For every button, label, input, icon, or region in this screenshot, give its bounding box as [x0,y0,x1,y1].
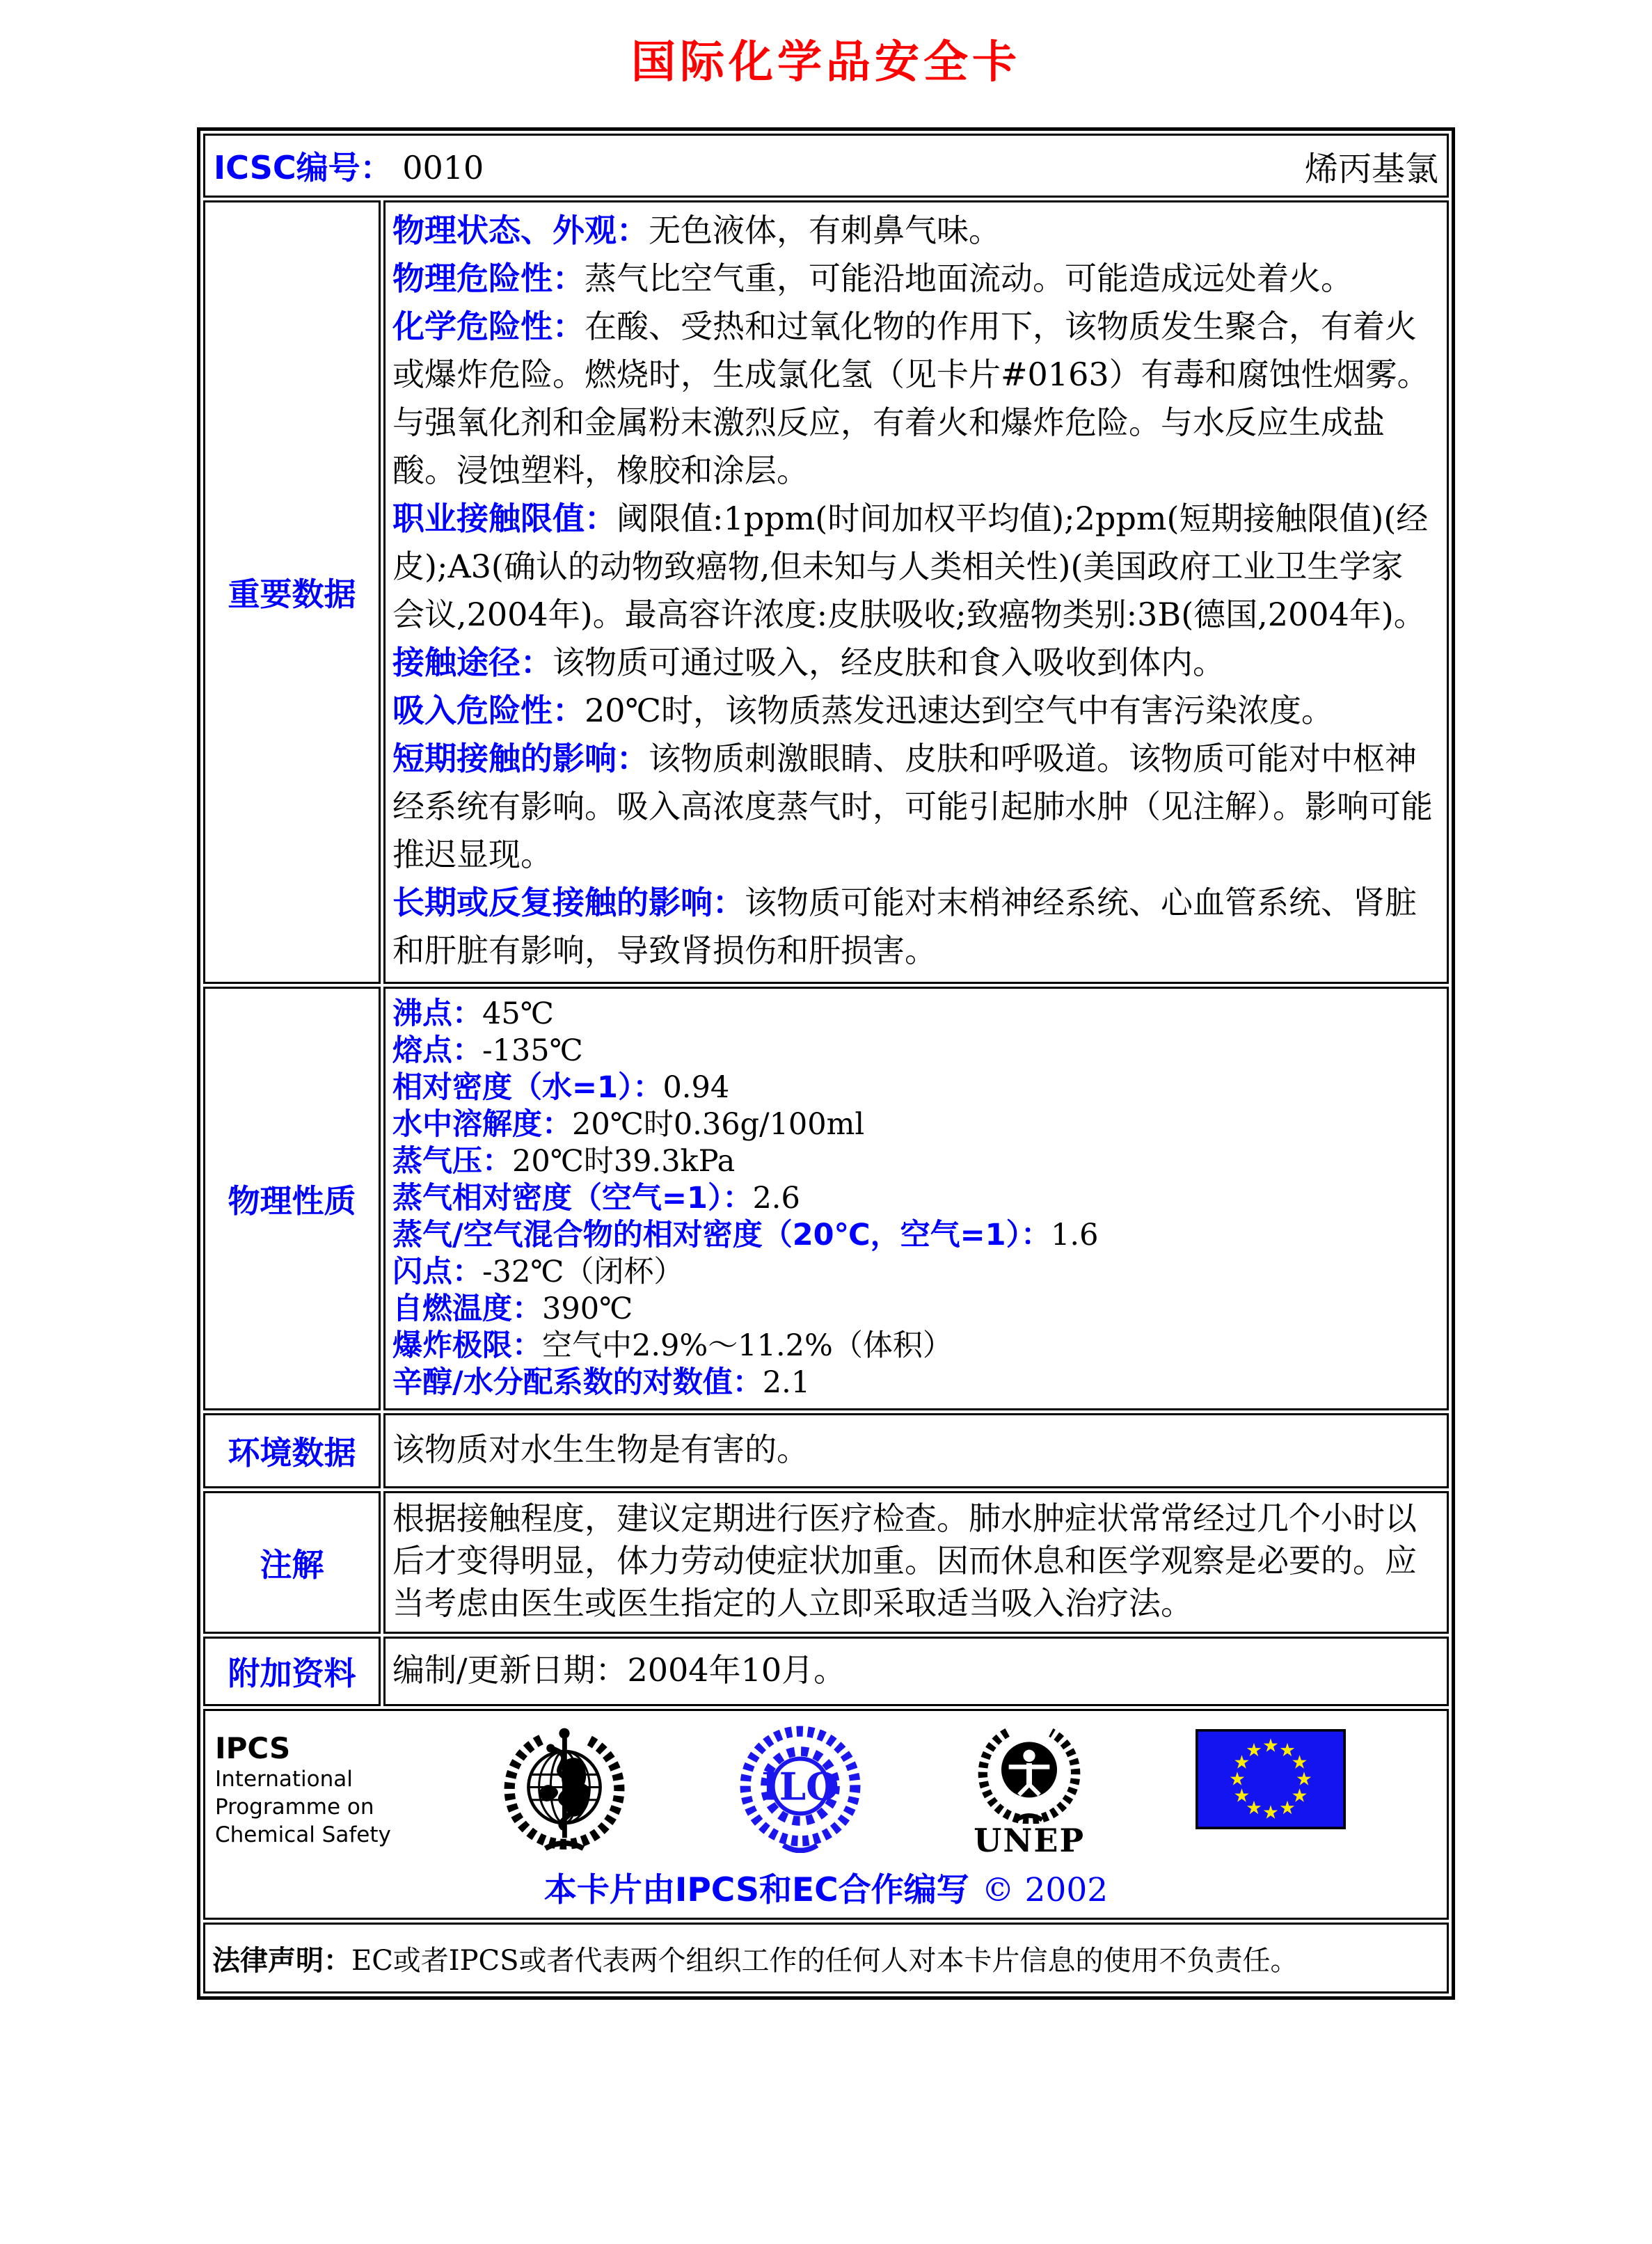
field-label: 蒸气相对密度（空气=1）： [392,1181,753,1216]
field-label: 自燃温度： [392,1291,542,1326]
field-value: 空气中2.9%～11.2%（体积） [542,1328,953,1363]
physical-properties-row-label: 物理性质 [203,987,381,1410]
field-label: 相对密度（水=1）： [392,1070,663,1105]
important-data-content [383,200,1449,984]
field-text: 该物质可通过吸入，经皮肤和食入吸收到体内。 [553,644,1225,681]
ipcs-acronym: IPCS [215,1731,291,1765]
field-label: 接触途径： [392,644,553,681]
unep-logo-icon [974,1719,1085,1824]
field-text: 蒸气比空气重，可能沿地面流动。可能造成远处着火。 [585,260,1353,297]
important-data-item [392,735,1434,879]
icsc-header-cell [203,134,1449,198]
notes-row [203,1491,1449,1634]
physical-property [392,1328,1434,1364]
icsc-number-group [214,143,484,189]
field-value: 45℃ [482,996,554,1031]
physical-properties-content [383,987,1449,1410]
ipcs-line: Programme on [215,1795,374,1820]
important-data-row-label: 重要数据 [203,200,381,984]
field-label: 沸点： [392,996,482,1031]
unep-logo-block [974,1719,1085,1857]
field-value: 390℃ [542,1291,633,1326]
physical-property [392,1143,1434,1180]
legal-notice-cell [203,1923,1449,1994]
important-data-item [392,207,1434,255]
important-data-item [392,639,1434,687]
important-data-item [392,687,1434,735]
important-data-item [392,495,1434,639]
field-value: 0.94 [662,1070,730,1105]
physical-property [392,1291,1434,1328]
field-label: 辛醇/水分配系数的对数值： [392,1365,763,1400]
field-value: -135℃ [482,1033,583,1068]
caption-text: 本卡片由IPCS和EC合作编写 [543,1871,969,1909]
icsc-number-label: ICSC编号： [214,149,392,186]
safety-card-table [197,127,1455,2000]
physical-property [392,1217,1434,1254]
legal-row [203,1923,1449,1994]
field-text: 20℃时，该物质蒸发迅速达到空气中有害污染浓度。 [585,692,1333,729]
field-label: 闪点： [392,1255,482,1289]
important-data-item [392,303,1434,495]
important-data-item [392,255,1434,303]
physical-property [392,1106,1434,1143]
physical-property [392,1254,1434,1291]
field-label: 物理危险性： [392,260,585,297]
ipcs-line: International [215,1767,353,1792]
icsc-number-value: 0010 [402,149,484,186]
additional-info-content: 编制/更新日期：2004年10月。 [383,1637,1449,1706]
environmental-data-row-label: 环境数据 [203,1413,381,1488]
field-value: 2.1 [762,1365,811,1400]
field-label: 短期接触的影响： [392,740,649,777]
field-text: 阈限值:1ppm(时间加权平均值);2ppm(短期接触限值)(经皮);A3(确认的动物致癌物,但未知与人类相关性)(美国政府工业卫生学家会议,2004年)。最高容许浓度:皮肤吸收;致癌物类别:3B(德国,2004年)。 [392,500,1429,633]
field-label: 职业接触限值： [392,500,617,537]
ipcs-line: Chemical Safety [215,1822,391,1847]
logos-cell [203,1709,1449,1920]
field-label: 长期或反复接触的影响： [392,884,745,921]
field-label: 爆炸极限： [392,1328,542,1363]
field-text: 无色液体，有刺鼻气味。 [649,212,1001,249]
field-label: 水中溶解度： [392,1107,572,1142]
physical-property [392,1180,1434,1217]
field-value: 20℃时39.3kPa [512,1144,736,1179]
field-text: 该物质可能对末梢神经系统、心血管系统、肾脏和肝脏有影响，导致肾损伤和肝损害。 [392,884,1417,969]
field-label: 蒸气/空气混合物的相对密度（20℃，空气=1）： [392,1218,1051,1252]
unep-wordmark: UNEP [974,1822,1086,1859]
field-value: 2.6 [752,1181,800,1216]
eu-flag-icon [1195,1729,1347,1829]
caption-year: © 2002 [981,1871,1109,1909]
svg-text:ILO: ILO [761,1764,840,1809]
physical-properties-row [203,987,1449,1410]
who-logo-icon [501,1719,628,1853]
page-title: 国际化学品安全卡 [631,36,1021,88]
header-row [203,134,1449,198]
environmental-data-content: 该物质对水生生物是有害的。 [383,1413,1449,1488]
field-label: 蒸气压： [392,1144,512,1179]
field-value: 1.6 [1051,1218,1099,1252]
physical-property [392,996,1434,1033]
notes-row-label: 注解 [203,1491,381,1634]
field-value: -32℃（闭杯） [482,1255,684,1289]
important-data-item [392,879,1434,975]
chemical-name: 烯丙基氯 [1304,149,1438,189]
field-text: 在酸、受热和过氧化物的作用下，该物质发生聚合，有着火或爆炸危险。燃烧时，生成氯化氢（见卡片#0163）有毒和腐蚀性烟雾。与强氧化剂和金属粉末激烈反应，有着火和爆炸危险。与水反应生成盐酸。浸蚀塑料，橡胶和涂层。 [392,308,1429,489]
field-text: 该物质刺激眼睛、皮肤和呼吸道。该物质可能对中枢神经系统有影响。吸入高浓度蒸气时，可能引起肺水肿（见注解）。影响可能推迟显现。 [392,740,1433,873]
environmental-data-row [203,1413,1449,1488]
physical-property [392,1033,1434,1069]
ipcs-text-block [215,1719,391,1849]
physical-property [392,1069,1434,1106]
legal-text: EC或者IPCS或者代表两个组织工作的任何人对本卡片信息的使用不负责任。 [351,1944,1298,1977]
notes-content: 根据接触程度，建议定期进行医疗检查。肺水肿症状常常经过几个小时以后才变得明显，体力劳动使症状加重。因而休息和医学观察是必要的。应当考虑由医生或医生指定的人立即采取适当吸入治疗法。 [383,1491,1449,1634]
cooperation-caption [215,1864,1437,1911]
field-label: 化学危险性： [392,308,585,345]
field-label: 吸入危险性： [392,692,585,729]
additional-info-row-label: 附加资料 [203,1637,381,1706]
legal-label: 法律声明： [212,1944,351,1977]
field-label: 物理状态、外观： [392,212,649,249]
field-value: 20℃时0.36g/100ml [572,1107,865,1142]
additional-info-row [203,1637,1449,1706]
logos-row [203,1709,1449,1920]
important-data-row [203,200,1449,984]
field-label: 熔点： [392,1033,482,1068]
logo-strip [215,1719,1437,1857]
physical-property [392,1364,1434,1401]
ilo-logo-icon [737,1719,864,1853]
